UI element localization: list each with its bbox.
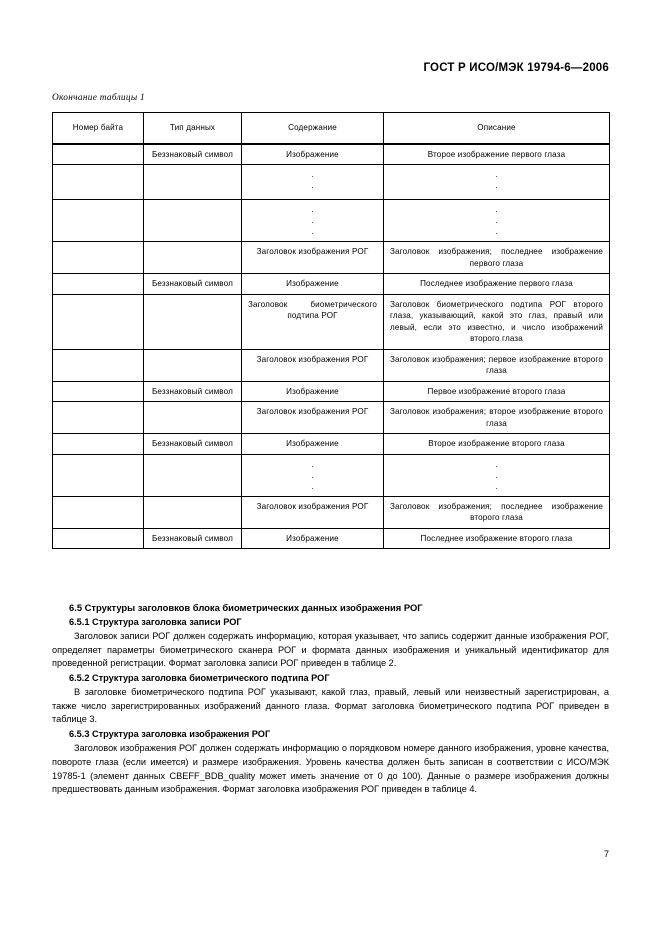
cell-byte-number [53, 274, 144, 294]
cell-description: Заголовок изображения; второе изображение второго глаза [384, 402, 610, 434]
cell-description: Заголовок изображения; первое изображение второго глаза [384, 349, 610, 381]
cell-content: Изображение [242, 434, 384, 454]
cell-data-type: Беззнаковый символ [144, 528, 242, 548]
cell-content: Заголовок изображения РОГ [242, 496, 384, 528]
cell-byte-number [53, 165, 144, 200]
cell-data-type [144, 242, 242, 274]
cell-content: Заголовок изображения РОГ [242, 402, 384, 434]
cell-description: . . [384, 165, 610, 200]
table-row [53, 496, 610, 528]
cell-description: Заголовок изображения; последнее изображение первого глаза [384, 242, 610, 274]
table-body [53, 144, 610, 549]
heading-6-5-3: 6.5.3 Структура заголовка изображения РОГ [69, 728, 271, 739]
cell-byte-number [53, 381, 144, 401]
cell-description: Второе изображение первого глаза [384, 144, 610, 165]
column-header-description: Описание [384, 113, 610, 145]
table-row [53, 454, 610, 496]
table-header-row [53, 113, 610, 145]
page-number: 7 [603, 849, 609, 859]
table-row [53, 434, 610, 454]
cell-data-type: Беззнаковый символ [144, 434, 242, 454]
cell-byte-number [53, 496, 144, 528]
table-row [53, 402, 610, 434]
cell-byte-number [53, 402, 144, 434]
cell-description: Последнее изображение первого глаза [384, 274, 610, 294]
column-header-data-type: Тип данных [144, 113, 242, 145]
cell-data-type: Беззнаковый символ [144, 144, 242, 165]
cell-byte-number [53, 294, 144, 349]
cell-content: . . . [242, 454, 384, 496]
column-header-content: Содержание [242, 113, 384, 145]
cell-content: Заголовок изображения РОГ [242, 349, 384, 381]
cell-description: Последнее изображение второго глаза [384, 528, 610, 548]
table-caption: Окончание таблицы 1 [52, 93, 146, 103]
table-row [53, 349, 610, 381]
cell-byte-number [53, 200, 144, 242]
table-row [53, 165, 610, 200]
cell-byte-number [53, 144, 144, 165]
cell-content: Заголовок биометрического подтипа РОГ [242, 294, 384, 349]
cell-content: Изображение [242, 144, 384, 165]
cell-data-type [144, 402, 242, 434]
cell-data-type: Беззнаковый символ [144, 381, 242, 401]
cell-description: Первое изображение второго глаза [384, 381, 610, 401]
table-row [53, 144, 610, 165]
cell-content: . . . [242, 200, 384, 242]
cell-byte-number [53, 349, 144, 381]
cell-description: . . . [384, 454, 610, 496]
table-row [53, 274, 610, 294]
heading-6-5-2: 6.5.2 Структура заголовка биометрического подтипа РОГ [69, 672, 330, 683]
cell-data-type [144, 200, 242, 242]
cell-data-type [144, 294, 242, 349]
byte-layout-table [52, 112, 610, 549]
cell-byte-number [53, 454, 144, 496]
table-row [53, 200, 610, 242]
table-row [53, 294, 610, 349]
cell-description: Заголовок биометрического подтипа РОГ второго глаза, указывающий, какой это глаз, правый или левый, если это известно, и число изображений второго глаза [384, 294, 610, 349]
table-row [53, 242, 610, 274]
cell-data-type: Беззнаковый символ [144, 274, 242, 294]
cell-description: Второе изображение второго глаза [384, 434, 610, 454]
cell-description: Заголовок изображения; последнее изображение второго глаза [384, 496, 610, 528]
cell-content: Заголовок изображения РОГ [242, 242, 384, 274]
cell-byte-number [53, 434, 144, 454]
cell-data-type [144, 496, 242, 528]
paragraph-6-5-2: В заголовке биометрического подтипа РОГ указывают, какой глаз, правый, левый или неизвестный зарегистрирован, а также число зарегистрированных изображений данного глаза. Формат заголовка биометрического подтипа РОГ приведен в таблице 3. [52, 687, 609, 725]
cell-content: Изображение [242, 381, 384, 401]
cell-content: Изображение [242, 528, 384, 548]
section-6-5-block [52, 601, 609, 798]
cell-data-type [144, 454, 242, 496]
table-row [53, 381, 610, 401]
heading-6-5-1: 6.5.1 Структура заголовка записи РОГ [69, 616, 242, 627]
table-row [53, 528, 610, 548]
cell-description: . . . [384, 200, 610, 242]
cell-byte-number [53, 242, 144, 274]
cell-content: Изображение [242, 274, 384, 294]
heading-6-5: 6.5 Структуры заголовков блока биометрических данных изображения РОГ [69, 602, 423, 613]
column-header-byte-number: Номер байта [53, 113, 144, 145]
paragraph-6-5-3: Заголовок изображения РОГ должен содержать информацию о порядковом номере данного изображения, уровне качества, повороте глаза (если имеется) и размере изображения. Уровень качества должен быть записан в соответствии с ИСО/МЭК 19785-1 (элемент данных CBEFF_BDB_quality может иметь значение от 0 до 100). Данные о размере изображения должны предшествовать данным изображения. Формат заголовка изображения РОГ приведен в таблице 4. [52, 743, 609, 795]
cell-data-type [144, 165, 242, 200]
page-header-title: ГОСТ Р ИСО/МЭК 19794-6—2006 [423, 62, 609, 74]
cell-content: . . [242, 165, 384, 200]
cell-data-type [144, 349, 242, 381]
paragraph-6-5-1: Заголовок записи РОГ должен содержать информацию, которая указывает, что запись содержит данные изображения РОГ, определяет параметры биометрического сканера РОГ и формата данных изображения и уникальный идентификатор для проведенной регистрации. Формат заголовка записи РОГ приведен в таблице 2. [52, 630, 609, 669]
cell-byte-number [53, 528, 144, 548]
